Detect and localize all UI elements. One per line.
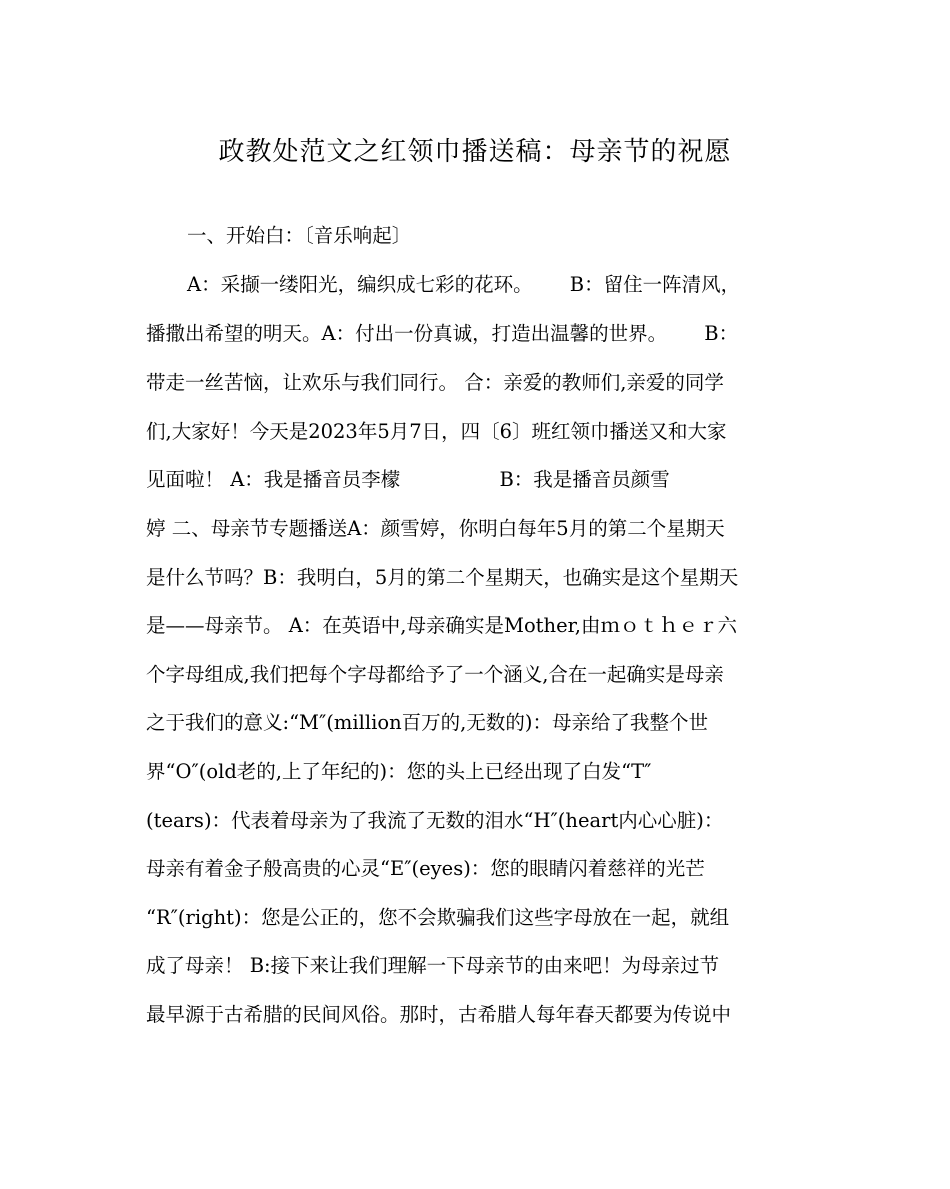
paragraph-line: “R″(right)：您是公正的，您不会欺骗我们这些字母放在一起，就组 bbox=[146, 906, 730, 929]
paragraph-line: 成了母亲！ B:接下来让我们理解一下母亲节的由来吧！为母亲过节 bbox=[146, 954, 720, 977]
paragraph-line: 带走一丝苦恼，让欢乐与我们同行。 合：亲爱的教师们,亲爱的同学 bbox=[146, 371, 724, 394]
paragraph-line: 见面啦！ A：我是播音员李檬 B：我是播音员颜雪 bbox=[146, 468, 670, 491]
paragraph-line: 之于我们的意义:“M″(million百万的,无数的)：母亲给了我整个世 bbox=[146, 711, 708, 734]
paragraph-line: 是什么节吗？B：我明白，5月的第二个星期天，也确实是这个星期天 bbox=[146, 566, 739, 589]
paragraph-line: 界“O″(old老的,上了年纪的)：您的头上已经出现了白发“T″ bbox=[146, 760, 652, 783]
document-title: 政教处范文之红领巾播送稿：母亲节的祝愿 bbox=[218, 137, 732, 167]
paragraph-line: 一、开始白：〔音乐响起〕 bbox=[187, 224, 412, 247]
paragraph-line: 母亲有着金子般高贵的心灵“E″(eyes)：您的眼睛闪着慈祥的光芒 bbox=[146, 857, 705, 880]
paragraph-line: 个字母组成,我们把每个字母都给予了一个涵义,合在一起确实是母亲 bbox=[146, 663, 724, 686]
paragraph-line: 是——母亲节。 A：在英语中,母亲确实是Mother,由ｍｏｔｈｅｒ六 bbox=[146, 614, 737, 637]
paragraph-line: A：采撷一缕阳光，编织成七彩的花环。 B：留住一阵清风， bbox=[187, 273, 741, 296]
paragraph-line: 播撒出希望的明天。A：付出一份真诚，打造出温馨的世界。 B： bbox=[146, 322, 739, 345]
paragraph-line: 最早源于古希腊的民间风俗。那时，古希腊人每年春天都要为传说中 bbox=[146, 1003, 732, 1026]
paragraph-line: 婷 二、母亲节专题播送A：颜雪婷，你明白每年5月的第二个星期天 bbox=[146, 517, 725, 540]
paragraph-line: 们,大家好！今天是2023年5月7日，四〔6〕班红领巾播送又和大家 bbox=[146, 420, 727, 443]
paragraph-line: (tears)：代表着母亲为了我流了无数的泪水“H″(heart内心心脏)： bbox=[146, 809, 724, 832]
